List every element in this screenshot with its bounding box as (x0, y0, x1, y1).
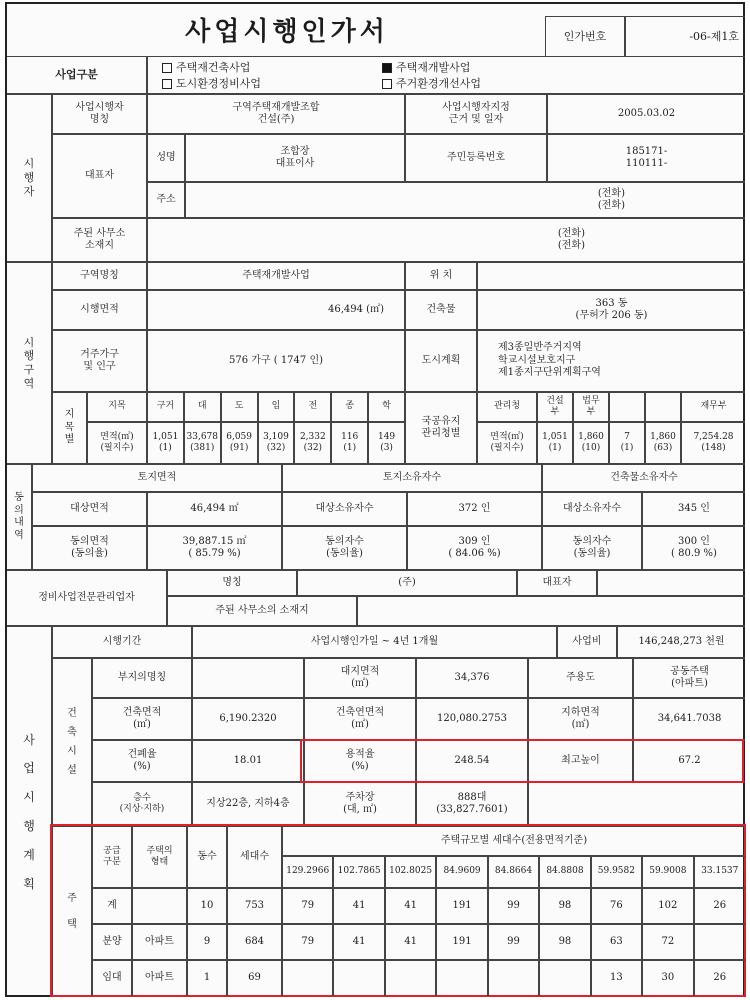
housing-row-dong: 9 (187, 924, 227, 960)
under-area-label: 지하면적 (㎡) (528, 698, 633, 740)
office-value: (전화) (전화) (147, 218, 745, 262)
housing-row-supply: 분양 (92, 924, 132, 960)
bldg-owners-header: 건축물소유자수 (542, 464, 745, 492)
cost-value: 146,248,273 천원 (617, 626, 745, 658)
land-col-header: 학 (368, 392, 405, 422)
housing-row-units: 684 (227, 924, 282, 960)
bcr-label: 건폐율 (%) (92, 740, 192, 782)
designation-label: 사업시행자지정 근거 및 일자 (405, 94, 547, 134)
option-reconstruction: 주택재건축사업 (162, 59, 250, 75)
parking-label: 주차장 (대, ㎡) (304, 782, 416, 826)
housing-row-value: 41 (385, 888, 436, 924)
period-value: 사업시행인가일 ~ 4년 1개월 (192, 626, 557, 658)
housing-row-units: 69 (227, 960, 282, 996)
housing-row-value: 26 (694, 960, 745, 996)
parking-value: 888대 (33,827.7601) (416, 782, 528, 826)
period-label: 시행기간 (52, 626, 192, 658)
size-header: 102.8025 (385, 856, 436, 888)
housing-row-value: 191 (436, 924, 487, 960)
area-label: 시행면적 (52, 290, 147, 330)
land-col-header: 종 (331, 392, 368, 422)
housing-row-value: 99 (488, 924, 539, 960)
unit-count-header: 세대수 (227, 826, 282, 888)
buildings-value: 363 동 (무허가 206 동) (477, 290, 745, 330)
size-header: 59.9008 (642, 856, 693, 888)
housing-row-value (539, 960, 590, 996)
housing-row-value: 79 (282, 888, 333, 924)
land-row1-label: 지목 (87, 392, 147, 422)
agency-label: 정비사업전문관리업자 (7, 570, 167, 626)
land-col-header: 대 (184, 392, 221, 422)
land-col-value: 1,051 (1) (147, 422, 184, 464)
gross-area-label: 건축연면적 (㎡) (304, 698, 416, 740)
rep-name-label: 성명 (147, 134, 185, 182)
building-facility-side: 건 축 시 설 (52, 658, 92, 826)
target-area-value: 46,494 ㎡ (147, 492, 282, 526)
gross-area-value: 120,080.2753 (416, 698, 528, 740)
rep-id-value: 185171- 110111- (547, 134, 745, 182)
housing-form-header: 주택의 형태 (132, 826, 187, 888)
bcr-value: 18.01 (192, 740, 304, 782)
housing-row-value: 99 (488, 888, 539, 924)
consent-section-label: 동 의 내 역 (7, 464, 32, 570)
households-value: 576 가구 ( 1747 인) (147, 330, 405, 392)
land-row2-label: 면적(㎡) (필지수) (87, 422, 147, 464)
floors-label: 층수 (지상·지하) (92, 782, 192, 826)
housing-row-dong: 10 (187, 888, 227, 924)
permit-number-label: 인가번호 (545, 16, 625, 56)
representative-label: 대표자 (52, 134, 147, 218)
operator-name-value: 구역주택재개발조합 건설(주) (147, 94, 405, 134)
far-label: 용적율 (%) (304, 740, 416, 782)
agreed-area-label: 동의면적 (동의율) (32, 526, 147, 570)
option-redevelopment: 주택재개발사업 (382, 59, 470, 75)
rep-id-label: 주민등록번호 (405, 134, 547, 182)
agency-rep-value (597, 570, 745, 596)
far-value: 248.54 (416, 740, 528, 782)
housing-row-value: 63 (591, 924, 642, 960)
size-group-header: 주택규모별 세대수(전용면적기준) (282, 826, 745, 856)
option-urban-env: 도시환경정비사업 (162, 75, 261, 91)
operator-name-label: 사업시행자 명칭 (52, 94, 147, 134)
agency-office-label: 주된 사무소의 소재지 (167, 596, 357, 626)
plan-section-label: 사 업 시 행 계 획 (7, 626, 52, 997)
housing-row-value: 30 (642, 960, 693, 996)
supply-type-header: 공급 구분 (92, 826, 132, 888)
target-owners-value: 372 인 (407, 492, 542, 526)
households-label: 거주가구 및 인구 (52, 330, 147, 392)
manager-col-header: 법무 부 (573, 392, 609, 422)
zone-name-label: 구역명칭 (52, 262, 147, 290)
agency-office-value (357, 596, 745, 626)
housing-row-value: 102 (642, 888, 693, 924)
buildings-label: 건축물 (405, 290, 477, 330)
target-bldg-owners-label: 대상소유자수 (542, 492, 642, 526)
build-area-label: 건축면적 (㎡) (92, 698, 192, 740)
housing-row-form: 아파트 (132, 960, 187, 996)
location-value (477, 262, 745, 290)
housing-row-value: 13 (591, 960, 642, 996)
housing-row-value: 41 (333, 924, 384, 960)
manager-col-header (609, 392, 645, 422)
land-category-side: 지 목 별 (52, 392, 87, 464)
land-col-header: 전 (294, 392, 331, 422)
site-name-label: 부지의명칭 (92, 658, 192, 698)
manager-col-header (645, 392, 681, 422)
manager-row2-label: 면적(㎡) (필지수) (477, 422, 537, 464)
housing-row-supply: 임대 (92, 960, 132, 996)
manager-col-value: 1,860 (63) (645, 422, 681, 464)
agreed-bldg-owners-label: 동의자수 (동의율) (542, 526, 642, 570)
permit-document (5, 2, 745, 997)
housing-row-value: 191 (436, 888, 487, 924)
housing-row-value: 41 (385, 924, 436, 960)
site-name-value (192, 658, 304, 698)
owners-header: 토지소유자수 (282, 464, 542, 492)
land-col-value: 3,109 (32) (258, 422, 295, 464)
size-header: 59.9582 (591, 856, 642, 888)
office-label: 주된 사무소 소재지 (52, 218, 147, 262)
housing-row-units: 753 (227, 888, 282, 924)
agreed-area-value: 39,887.15 ㎡ ( 85.79 %) (147, 526, 282, 570)
land-col-value: 149 (3) (368, 422, 405, 464)
manager-row1-label: 관리청 (477, 392, 537, 422)
option-residential-improve: 주거환경개선사업 (382, 75, 481, 91)
housing-row-value (333, 960, 384, 996)
checkbox-redevelopment[interactable] (382, 63, 392, 73)
land-area-header: 토지면적 (32, 464, 282, 492)
housing-row-value: 98 (539, 888, 590, 924)
housing-row-value (488, 960, 539, 996)
agreed-owners-value: 309 인 ( 84.06 %) (407, 526, 542, 570)
floors-value: 지상22층, 지하4층 (192, 782, 304, 826)
housing-row-dong: 1 (187, 960, 227, 996)
manager-col-value: 1,860 (10) (573, 422, 609, 464)
housing-row-supply: 계 (92, 888, 132, 924)
agency-rep-label: 대표자 (517, 570, 597, 596)
size-header: 84.8808 (539, 856, 590, 888)
housing-side: 주 택 (52, 826, 92, 997)
urban-plan-label: 도시계획 (405, 330, 477, 392)
target-owners-label: 대상소유자수 (282, 492, 407, 526)
rep-name-value: 조합장 대표이사 (185, 134, 405, 182)
cost-label: 사업비 (557, 626, 617, 658)
land-col-header: 도 (221, 392, 258, 422)
checkbox-residential-improve[interactable] (382, 79, 392, 89)
checkbox-reconstruction[interactable] (162, 63, 172, 73)
dong-count-header: 동수 (187, 826, 227, 888)
document-title: 사업시행인가서 (185, 16, 389, 47)
housing-row-form (132, 888, 187, 924)
zone-name-value: 주택재개발사업 (147, 262, 405, 290)
main-use-label: 주용도 (528, 658, 633, 698)
agreed-bldg-owners-value: 300 인 ( 80.9 %) (642, 526, 745, 570)
business-type-label: 사업구분 (7, 56, 147, 94)
land-col-value: 33,678 (381) (184, 422, 221, 464)
housing-row-value: 72 (642, 924, 693, 960)
operator-section-label: 시 행 자 (7, 94, 52, 262)
urban-plan-value: 제3종일반주거지역 학교시설보호지구 제1종지구단위계획구역 (477, 330, 745, 392)
site-area-label: 대지면적 (㎡) (304, 658, 416, 698)
checkbox-urban-env[interactable] (162, 79, 172, 89)
housing-row-value: 98 (539, 924, 590, 960)
land-col-value: 116 (1) (331, 422, 368, 464)
size-header: 102.7865 (333, 856, 384, 888)
manager-col-value: 7,254.28 (148) (681, 422, 745, 464)
housing-row-value (385, 960, 436, 996)
land-col-header: 임 (258, 392, 295, 422)
height-value: 67.2 (633, 740, 745, 782)
manager-col-header: 건설 부 (537, 392, 573, 422)
build-area-value: 6,190.2320 (192, 698, 304, 740)
designation-value: 2005.03.02 (547, 94, 745, 134)
housing-row-value: 76 (591, 888, 642, 924)
housing-row-value: 41 (333, 888, 384, 924)
permit-number-value: -06-제1호 (625, 16, 745, 56)
target-area-label: 대상면적 (32, 492, 147, 526)
housing-row-value (694, 924, 745, 960)
size-header: 84.8664 (488, 856, 539, 888)
size-header: 84.9609 (436, 856, 487, 888)
location-label: 위 치 (405, 262, 477, 290)
manager-col-value: 7 (1) (609, 422, 645, 464)
size-header: 129.2966 (282, 856, 333, 888)
manager-col-value: 1,051 (1) (537, 422, 573, 464)
housing-row-value (436, 960, 487, 996)
land-col-value: 2,332 (32) (294, 422, 331, 464)
site-area-value: 34,376 (416, 658, 528, 698)
housing-row-form: 아파트 (132, 924, 187, 960)
height-label: 최고높이 (528, 740, 633, 782)
public-land-label: 국공유지 관리청별 (405, 392, 477, 464)
housing-row-value: 79 (282, 924, 333, 960)
land-col-header: 구거 (147, 392, 184, 422)
rep-address-label: 주소 (147, 182, 185, 218)
target-bldg-owners-value: 345 인 (642, 492, 745, 526)
under-area-value: 34,641.7038 (633, 698, 745, 740)
agreed-owners-label: 동의자수 (동의율) (282, 526, 407, 570)
agency-name-label: 명칭 (167, 570, 297, 596)
size-header: 33.1537 (694, 856, 745, 888)
rep-address-value: (전화) (전화) (185, 182, 745, 218)
blank-cell (528, 782, 745, 826)
zone-section-label: 시 행 구 역 (7, 262, 52, 464)
housing-row-value: 26 (694, 888, 745, 924)
housing-row-value (282, 960, 333, 996)
manager-col-header: 재무부 (681, 392, 745, 422)
agency-name-value: (주) (297, 570, 517, 596)
land-col-value: 6,059 (91) (221, 422, 258, 464)
area-value: 46,494 (㎡) (147, 290, 405, 330)
main-use-value: 공동주택 (아파트) (633, 658, 745, 698)
